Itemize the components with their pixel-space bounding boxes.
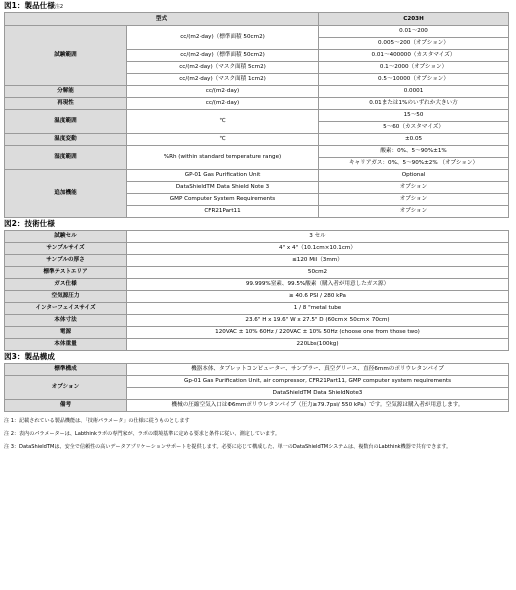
option-label: オプション [5, 376, 127, 400]
addon-name: CFR21Part11 [127, 206, 319, 218]
addons-label: 追加機能 [5, 170, 127, 218]
tech-spec-label: 本体寸法 [5, 315, 127, 327]
table-row [5, 327, 509, 339]
table-row [5, 98, 509, 110]
tech-spec-label: 電源 [5, 327, 127, 339]
tech-spec-value: 220Lbs(100kg) [127, 339, 509, 351]
spec-header-row [5, 13, 509, 26]
temp-range-label: 温度範囲 [5, 110, 127, 134]
test-range-value-1a: 0.01～200 [319, 26, 509, 38]
humidity-unit: %Rh (within standard temperature range) [127, 146, 319, 170]
addon-name: DataShieldTM Data Shield Note 3 [127, 182, 319, 194]
tech-spec-table [4, 230, 509, 351]
resolution-value: 0.0001 [319, 86, 509, 98]
footnote-2: 注 2：表内のパラメーターは、Labthinkラボの専門家が、ラボの環境基準に定める要求と条件に従い、測定しています。 [4, 431, 280, 437]
temp-var-unit: ℃ [127, 134, 319, 146]
humidity-value-2: キャリアガス：0%、5～90%±2% （オプション） [319, 158, 509, 170]
temp-range-value-1: 15～50 [319, 110, 509, 122]
tech-spec-value: 1 / 8 "metal tube [127, 303, 509, 315]
standard-value: 機器本体、タブレットコンピューター、サンプラー、真空グリース、直径6mmのポリウレタンパイプ [127, 364, 509, 376]
addon-name: GMP Computer System Requirements [127, 194, 319, 206]
tech-spec-label: サンプルの厚さ [5, 255, 127, 267]
test-range-value-2: 0.01～400000（カスタマイズ） [319, 50, 509, 62]
config-table [4, 363, 509, 412]
humidity-label: 湿度範囲 [5, 146, 127, 170]
standard-label: 標準構成 [5, 364, 127, 376]
footnote-3: 注 3：DataShieldTMは、安全で信頼性の高いデータアプリケーションサポートを提供します。必要に応じて構成した、単一のDataShieldTMシステムは、複数台のLabthink機器で共有できます。 [4, 444, 452, 450]
tech-spec-value: 120VAC ± 10% 60Hz / 220VAC ± 10% 50Hz (choose one from those two) [127, 327, 509, 339]
fig1-title-note: 注2 [54, 4, 64, 10]
repeatability-unit: cc/(m2·day) [127, 98, 319, 110]
footnotes [4, 415, 508, 454]
tech-spec-label: 試験セル [5, 231, 127, 243]
footnote-1: 注 1：記載されている製品機能は、「技術パラメータ」の仕様に従うものとします [4, 418, 190, 424]
humidity-value-1: 酸素：0%、5～90%±1% [319, 146, 509, 158]
tech-spec-label: 本体重量 [5, 339, 127, 351]
fig3-title: 図3：製品構成 [4, 352, 55, 361]
test-range-unit-3: cc/(m2·day)（マスク面積 5cm2) [127, 62, 319, 74]
tech-spec-label: 空気源圧力 [5, 291, 127, 303]
temp-var-value: ±0.05 [319, 134, 509, 146]
addon-value: オプション [319, 194, 509, 206]
tech-spec-value: ≤120 Mil（3mm） [127, 255, 509, 267]
table-row [5, 26, 509, 38]
table-row [5, 376, 509, 388]
table-row [5, 339, 509, 351]
table-row [5, 86, 509, 98]
model-header: 型式 [5, 13, 319, 26]
tech-spec-value: 3 セル [127, 231, 509, 243]
addon-value: オプション [319, 182, 509, 194]
temp-range-value-2: 5～60（カスタマイズ） [319, 122, 509, 134]
repeatability-label: 再現性 [5, 98, 127, 110]
test-range-label: 試験範囲 [5, 26, 127, 86]
table-row [5, 243, 509, 255]
test-range-value-3: 0.1～2000（オプション） [319, 62, 509, 74]
option-value-1: Gp-01 Gas Purification Unit, air compressor, CFR21Part11, GMP computer system requirements [127, 376, 509, 388]
table-row [5, 231, 509, 243]
spec-page [4, 0, 508, 454]
tech-spec-value: 99.999%窒素、99.5%酸素（購入者が用意したガス源） [127, 279, 509, 291]
temp-range-unit: ℃ [127, 110, 319, 134]
test-range-unit-4: cc/(m2·day)（マスク面積 1cm2) [127, 74, 319, 86]
tech-spec-label: ガス仕様 [5, 279, 127, 291]
tech-spec-value: 4" x 4"（10.1cm×10.1cm） [127, 243, 509, 255]
model-value-header: C203H [319, 13, 509, 26]
repeatability-value: 0.01または1%のいずれか大きい方 [319, 98, 509, 110]
table-row [5, 303, 509, 315]
table-row [5, 255, 509, 267]
table-row [5, 279, 509, 291]
product-spec-table [4, 12, 509, 218]
remarks-value: 機械の圧縮空気入口はΦ6mmポリウレタンパイプ（圧力≥79.7psi/ 550 kPa）です。空気源は購入者が用意します。 [127, 400, 509, 412]
table-row [5, 291, 509, 303]
test-range-value-1b: 0.005～200（オプション） [319, 38, 509, 50]
table-row [5, 400, 509, 412]
addon-value: Optional [319, 170, 509, 182]
tech-spec-value: ≥ 40.6 PSI / 280 kPa [127, 291, 509, 303]
temp-var-label: 温度変動 [5, 134, 127, 146]
test-range-value-4: 0.5～10000（オプション） [319, 74, 509, 86]
fig2-title: 図2：技術仕様 [4, 219, 55, 228]
table-row [5, 267, 509, 279]
table-row [5, 364, 509, 376]
addon-value: オプション [319, 206, 509, 218]
table-row [5, 315, 509, 327]
test-range-unit-2: cc/(m2·day)（標準面積 50cm2) [127, 50, 319, 62]
remarks-label: 備考 [5, 400, 127, 412]
resolution-label: 分解能 [5, 86, 127, 98]
tech-spec-value: 50cm2 [127, 267, 509, 279]
option-value-2: DataShieldTM Data ShieldNote3 [127, 388, 509, 400]
tech-spec-label: インターフェイスサイズ [5, 303, 127, 315]
tech-spec-label: 標準テストエリア [5, 267, 127, 279]
table-row [5, 110, 509, 122]
table-row [5, 170, 509, 182]
resolution-unit: cc/(m2·day) [127, 86, 319, 98]
tech-spec-value: 23.6" H x 19.6" W x 27.5" D (60cm× 50cm× 70cm) [127, 315, 509, 327]
table-row [5, 146, 509, 158]
test-range-unit-1: cc/(m2·day)（標準面積 50cm2) [127, 26, 319, 50]
addon-name: GP-01 Gas Purification Unit [127, 170, 319, 182]
table-row [5, 134, 509, 146]
tech-spec-label: サンプルサイズ [5, 243, 127, 255]
tech-spec-body [5, 231, 509, 351]
fig1-title: 図1：製品仕様注2 [4, 1, 64, 10]
